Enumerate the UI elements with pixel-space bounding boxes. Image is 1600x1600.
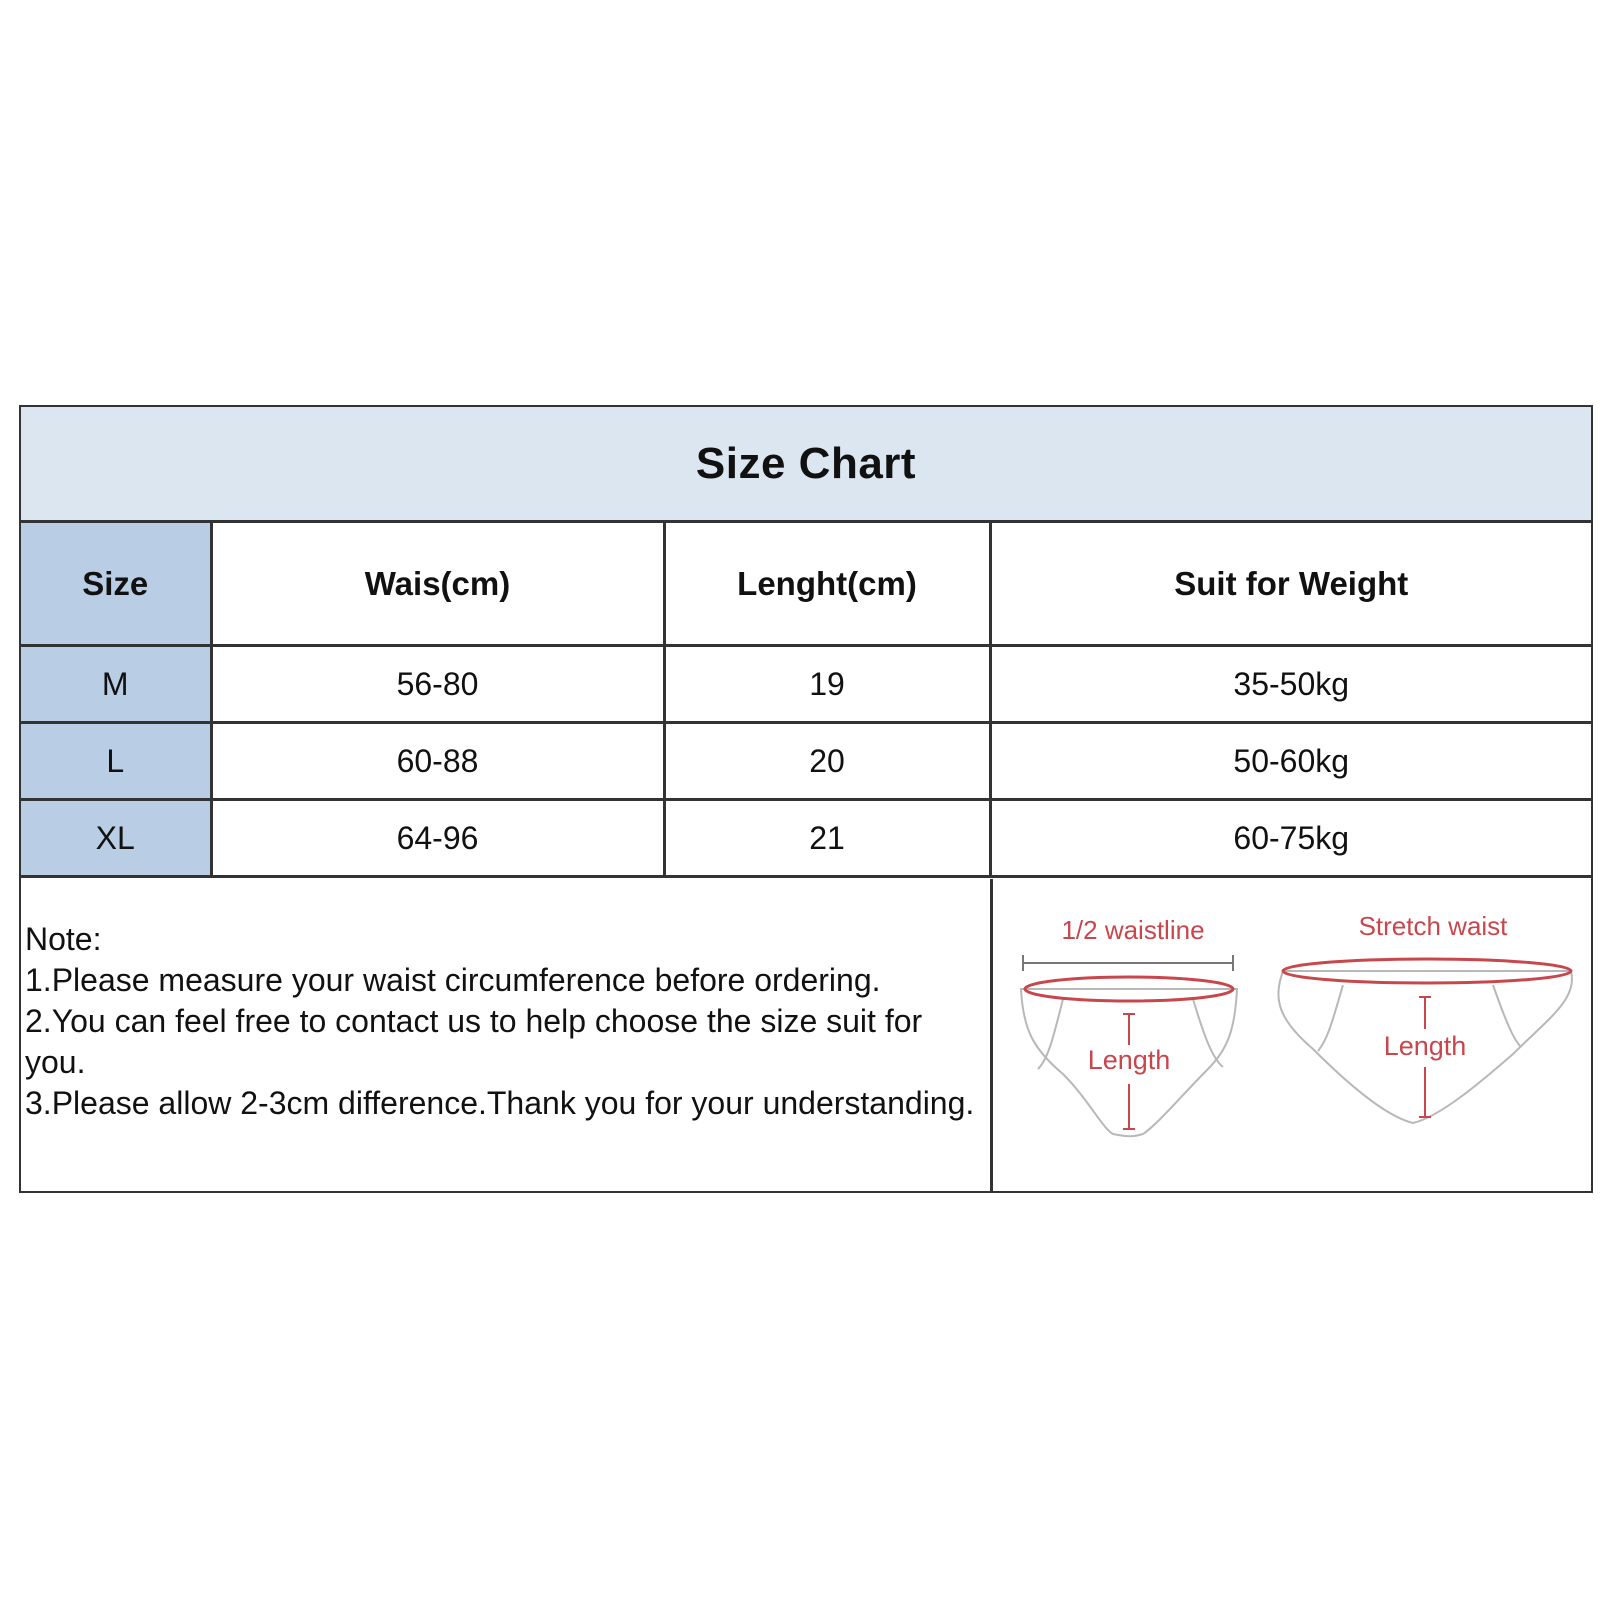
page-title: Size Chart [695, 438, 917, 488]
header-waist: Wais(cm) [211, 523, 664, 646]
brief-underwear-icon [1021, 915, 1237, 1136]
notes-heading: Note: [25, 921, 102, 957]
waistline-label: 1/2 waistline [1061, 915, 1205, 945]
cell-waist: 56-80 [211, 646, 664, 723]
size-chart [19, 405, 1593, 1193]
length-label: Length [1383, 1031, 1467, 1061]
table-row [21, 723, 1591, 800]
title-bar [21, 407, 1591, 523]
cell-waist: 64-96 [211, 800, 664, 877]
brief-underwear-icon [1278, 911, 1572, 1123]
header-size: Size [21, 523, 211, 646]
table-row [21, 800, 1591, 877]
length-label: Length [1087, 1045, 1171, 1075]
cell-weight: 50-60kg [990, 723, 1591, 800]
cell-weight: 35-50kg [990, 646, 1591, 723]
note-line: 1.Please measure your waist circumference before ordering. [25, 962, 881, 998]
header-length: Lenght(cm) [664, 523, 990, 646]
size-table [21, 523, 1591, 878]
cell-waist: 60-88 [211, 723, 664, 800]
header-weight: Suit for Weight [990, 523, 1591, 646]
cell-size: L [21, 723, 211, 800]
cell-size: M [21, 646, 211, 723]
cell-length: 19 [664, 646, 990, 723]
cell-size: XL [21, 800, 211, 877]
table-header-row [21, 523, 1591, 646]
cell-length: 20 [664, 723, 990, 800]
note-line: 2.You can feel free to contact us to help choose the size suit for you. [25, 1003, 923, 1080]
stretch-waist-label: Stretch waist [1358, 911, 1508, 941]
table-row [21, 646, 1591, 723]
measurement-diagram [993, 879, 1591, 1191]
notes-and-diagram [21, 879, 1591, 1191]
cell-weight: 60-75kg [990, 800, 1591, 877]
cell-length: 21 [664, 800, 990, 877]
note-line: 3.Please allow 2-3cm difference.Thank you for your understanding. [25, 1085, 975, 1121]
notes [25, 919, 985, 1124]
